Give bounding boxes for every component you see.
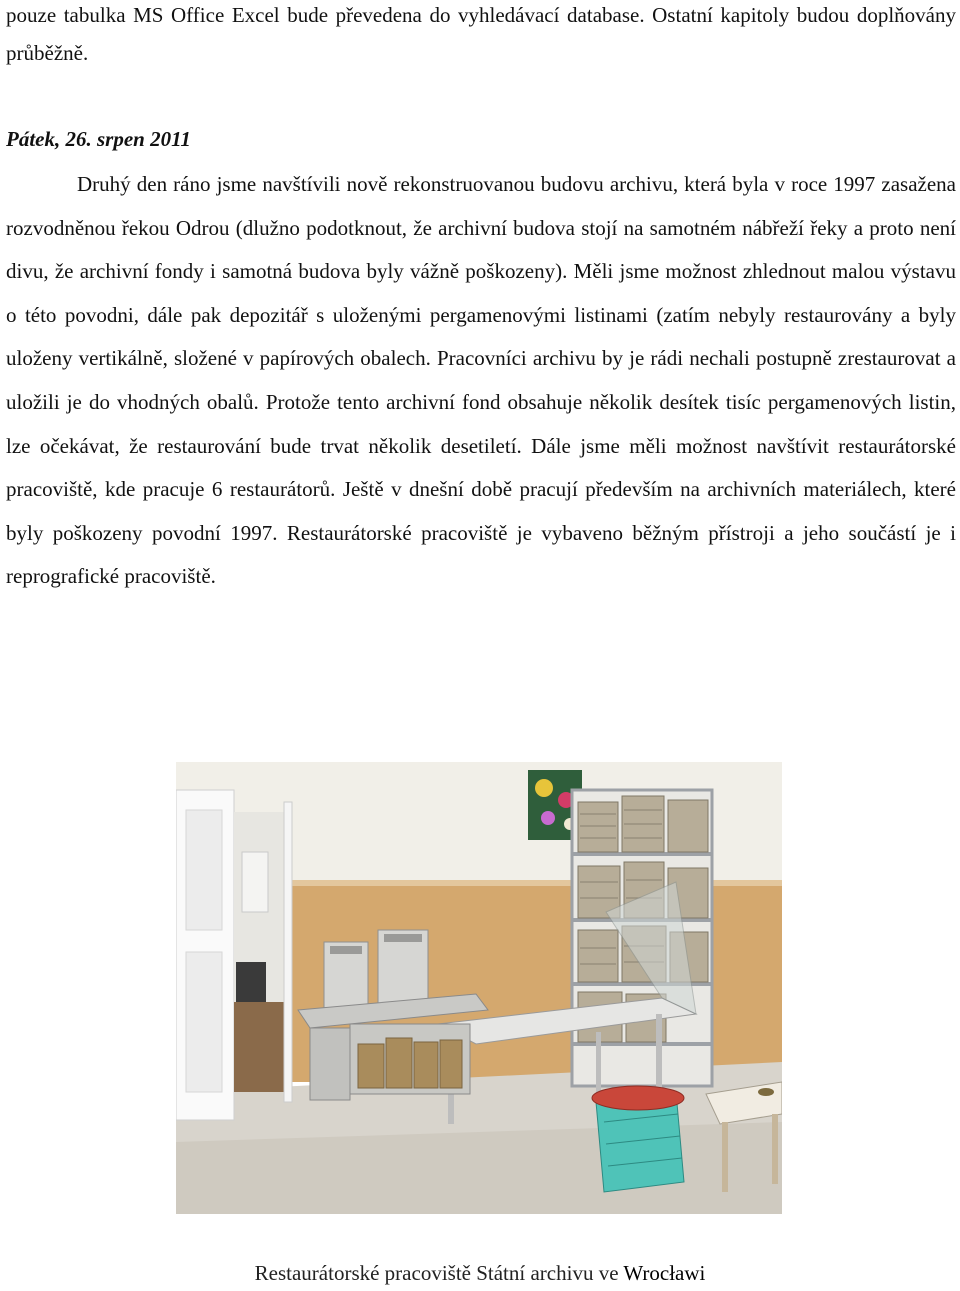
intro-paragraph: pouze tabulka MS Office Excel bude převedena do vyhledávací database. Ostatní kapitoly budou doplňovány průběžně. xyxy=(6,3,956,65)
photo-caption xyxy=(0,1258,960,1288)
main-paragraph: Druhý den ráno jsme navštívili nově rekonstruovanou budovu archivu, která byla v roce 1997 zasažena rozvodněnou řekou Odrou (dlužno podotknout, že archivní budova stojí na samotném nábřeží řeky a proto není divu, že archivní fondy i samotná budova byly vážně poškozeny). Měli jsme možnost zhlednout malou výstavu o této povodni, dále pak depozitář s uloženými pergamenovými listinami (zatím nebyly restaurovány a byly uloženy vertikálně, složené v papírových obalech. Pracovníci archivu by je rádi nechali postupně zrestaurovat a uložili je do vhodných obalů. Protože tento archivní fond obsahuje několik desítek tisíc pergamenových listin, lze očekávat, že restaurování bude trvat několik desetiletí. Dále jsme měli možnost navštívit restaurátorské pracoviště, kde pracuje 6 restaurátorů. Ještě v dnešní době pracují především na archivních materiálech, které byly poškozeny povodní 1997. Restaurátorské pracoviště je vybaveno běžným přístroji a jeho součástí je i reprografické pracoviště. xyxy=(6,172,956,589)
photo-caption-tail: Wrocławi xyxy=(623,1261,706,1285)
date-heading: Pátek, 26. srpen 2011 xyxy=(6,127,191,151)
restoration-workshop-photo xyxy=(176,762,782,1214)
photo-caption-main: Restaurátorské pracoviště Státní archivu ve xyxy=(254,1261,624,1285)
